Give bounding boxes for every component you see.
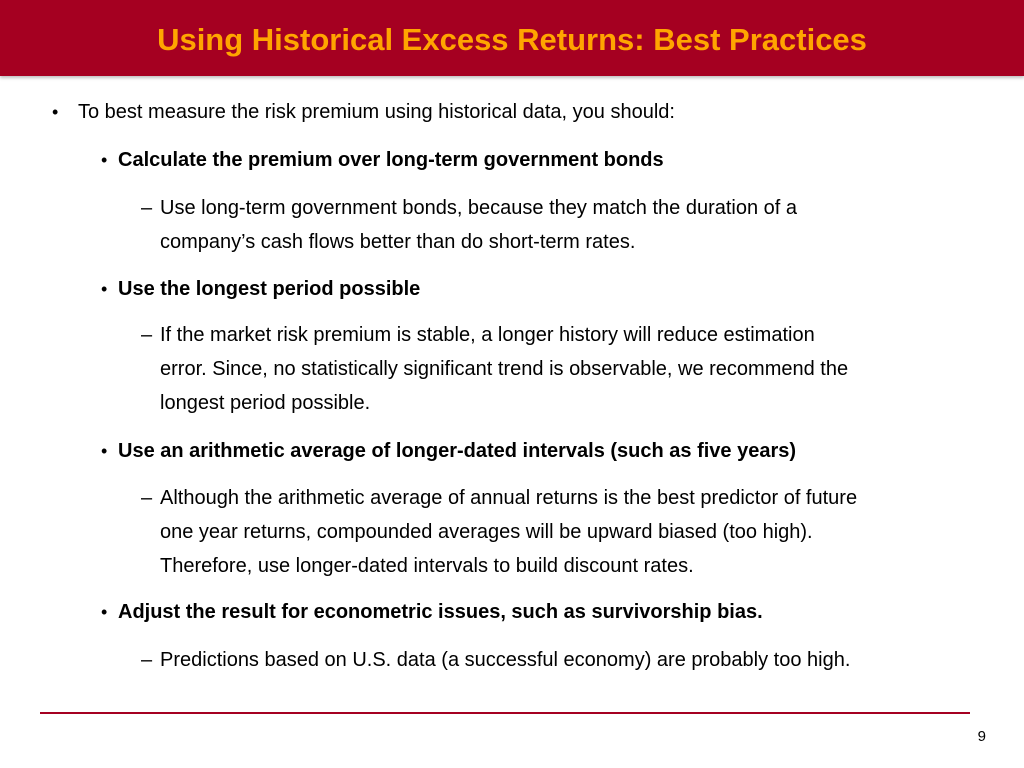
point-detail-1-line-1: Use long-term government bonds, because they match the duration of a <box>160 197 798 219</box>
dash-icon: – <box>141 197 153 219</box>
point-detail-2-line-2: error. Since, no statistically significant trend is observable, we recommend the <box>160 358 849 380</box>
slide-title: Using Historical Excess Returns: Best Practices <box>157 22 867 57</box>
dash-icon: – <box>141 649 153 671</box>
dash-icon: – <box>141 487 153 509</box>
point-detail-3-line-1: Although the arithmetic average of annual returns is the best predictor of future <box>160 487 858 509</box>
bullet-icon: • <box>101 602 108 622</box>
bullet-icon: • <box>101 279 108 299</box>
point-heading-2: Use the longest period possible <box>118 278 421 300</box>
intro-text: To best measure the risk premium using historical data, you should: <box>78 101 675 123</box>
point-detail-4-line-1: Predictions based on U.S. data (a successful economy) are probably too high. <box>160 649 851 671</box>
footer-divider <box>40 712 970 714</box>
page-number: 9 <box>977 728 986 745</box>
point-detail-1-line-2: company’s cash flows better than do short-term rates. <box>160 231 636 253</box>
point-heading-1: Calculate the premium over long-term government bonds <box>118 149 664 171</box>
point-heading-4: Adjust the result for econometric issues, such as survivorship bias. <box>118 601 763 623</box>
bullet-icon: • <box>101 441 108 461</box>
dash-icon: – <box>141 324 153 346</box>
point-detail-2-line-1: If the market risk premium is stable, a longer history will reduce estimation <box>160 324 815 346</box>
title-bar <box>0 0 1024 76</box>
point-detail-2-line-3: longest period possible. <box>160 392 371 414</box>
bullet-icon: • <box>101 150 108 170</box>
point-detail-3-line-2: one year returns, compounded averages will be upward biased (too high). <box>160 521 813 543</box>
bullet-icon: • <box>52 102 59 122</box>
point-detail-3-line-3: Therefore, use longer-dated intervals to build discount rates. <box>160 555 694 577</box>
point-heading-3: Use an arithmetic average of longer-dated intervals (such as five years) <box>118 440 797 462</box>
